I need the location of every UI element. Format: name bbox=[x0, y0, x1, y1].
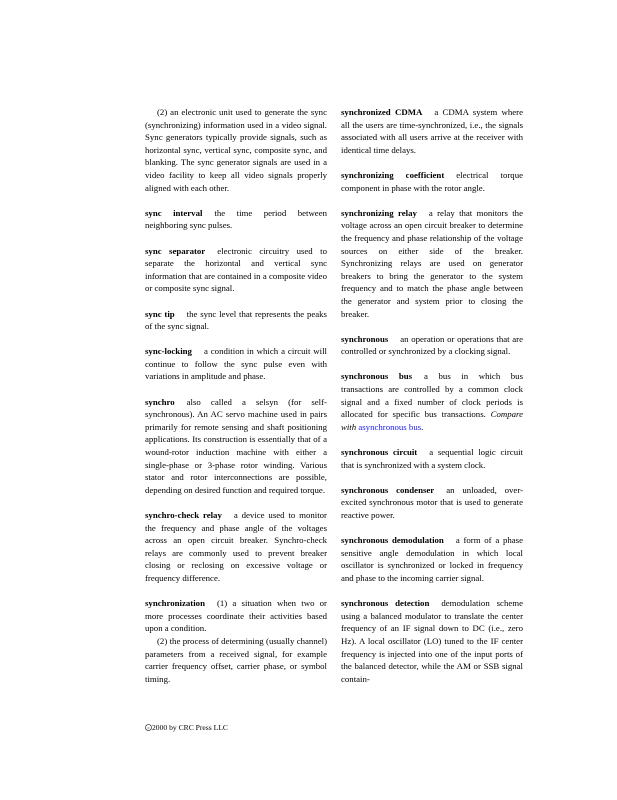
entry-definition: also called a selsyn (for self-synchronous). An AC servo machine used in pairs primarily for remote sensing and shaft positioning applications. Its construction is essentially that of a wound-rotor induction machine with either a single-phase or 3-phase rotor winding. Various stator and rotor interconnections are possible, depending on desired function and required torque. bbox=[145, 396, 327, 495]
entry-synchronous-condenser bbox=[341, 484, 523, 522]
entry-synchronization bbox=[145, 597, 327, 685]
entry-definition: a CDMA system where all the users are time-synchronized, i.e., the signals associated with all users arrive at the receiver with identical time delays. bbox=[341, 107, 523, 155]
entry-term: sync separator bbox=[145, 245, 206, 256]
entry-definition: a relay that monitors the voltage across an open circuit breaker to determine the frequency and phase relationship of the voltage sources on either side of the breaker. Synchronizing relays are used on generator breakers to bring the generator to the system frequency and to match the phase angle between the generator and system prior to closing the breaker. bbox=[341, 207, 523, 319]
entry-term: sync tip bbox=[145, 308, 175, 319]
entry-term: sync interval bbox=[145, 207, 203, 218]
entry-definition: an operation or operations that are controlled or synchronized by a clocking signal. bbox=[341, 333, 523, 357]
entry-synchronous-detection bbox=[341, 597, 523, 685]
entry-synchro-check-relay bbox=[145, 509, 327, 585]
entry-term: synchronous bbox=[341, 333, 389, 344]
entry-sync-separator bbox=[145, 245, 327, 295]
entry-synchronized-cdma bbox=[341, 106, 523, 156]
asynchronous-bus-link[interactable]: asynchronous bus bbox=[358, 421, 422, 432]
entry-definition: (1) a situation when two or more processes coordinate their activities based upon a condition. bbox=[145, 598, 327, 634]
entry-sync-generator-continued bbox=[145, 106, 327, 194]
entry-definition: a device used to monitor the frequency and phase angle of the voltages across an open circuit breaker. Synchro-check relays are commonly used to prevent breaker closing or reclosing on excessive voltage or frequency difference. bbox=[145, 510, 327, 583]
entry-definition: a form of a phase sensitive angle demodulation in which local oscillator is synchronized or locked in frequency and phase to the incoming carrier signal. bbox=[341, 535, 523, 583]
entry-term: synchronous detection bbox=[341, 598, 430, 609]
cross-reference-label: Compare with bbox=[341, 409, 524, 432]
copyright-footer bbox=[145, 723, 228, 732]
entry-term: sync-locking bbox=[145, 346, 192, 357]
entry-term: synchronized CDMA bbox=[341, 107, 423, 117]
copyright-text: 2000 by CRC Press LLC bbox=[152, 723, 228, 732]
entry-definition: (2) an electronic unit used to generate the sync (synchronizing) information used in a video signal. Sync generators typically provide signals, such as horizontal sync, vertical sync, composite sync, and blanking. The sync generator signals are used in a video facility to keep all video signals properly aligned with each other. bbox=[145, 107, 327, 193]
copyright-icon bbox=[145, 723, 152, 732]
entry-definition-2: (2) the process of determining (usually channel) parameters from a received signal, for example carrier frequency offset, carrier phase, or symbol timing. bbox=[145, 635, 327, 684]
entry-synchronizing-relay bbox=[341, 207, 523, 320]
copyright-symbol: c bbox=[147, 725, 150, 731]
entry-term: synchronous condenser bbox=[341, 484, 435, 495]
entry-definition: a sequential logic circuit that is synchronized with a system clock. bbox=[341, 447, 523, 470]
entry-sync-interval bbox=[145, 207, 327, 232]
entry-term: synchronous demodulation bbox=[341, 535, 444, 546]
entry-term: synchronizing coefficient bbox=[341, 169, 445, 180]
entry-sync-locking bbox=[145, 345, 327, 383]
entry-definition: an unloaded, over-excited synchronous motor that is used to generate reactive power. bbox=[341, 484, 524, 520]
entry-synchro bbox=[145, 396, 327, 497]
entry-synchronous bbox=[341, 333, 523, 358]
entry-definition: a condition in which a circuit will continue to follow the sync pulse even with variations in amplitude and phase. bbox=[145, 346, 327, 382]
entry-synchronous-bus bbox=[341, 370, 523, 433]
entry-definition: demodulation scheme using a balanced modulator to translate the center frequency of an IF signal down to DC (i.e., zero Hz). A local oscillator (LO) tuned to the IF center frequency is injected into one of the input ports of the balanced detector, while the AM or SSB signal contain- bbox=[341, 598, 523, 684]
entry-definition: the sync level that represents the peaks of the sync signal. bbox=[145, 308, 327, 332]
entry-term: synchronization bbox=[145, 598, 205, 609]
entry-definition: the time period between neighboring sync pulses. bbox=[145, 207, 328, 231]
entry-sync-tip bbox=[145, 308, 327, 333]
entry-definition: electrical torque component in phase with the rotor angle. bbox=[341, 169, 524, 193]
right-column bbox=[341, 106, 523, 698]
entry-term: synchronous bus bbox=[341, 371, 413, 382]
entry-term: synchronous circuit bbox=[341, 447, 418, 458]
entry-synchronous-circuit bbox=[341, 446, 523, 471]
left-column bbox=[145, 106, 327, 698]
entry-synchronizing-coefficient bbox=[341, 169, 523, 194]
entry-synchronous-demodulation bbox=[341, 534, 523, 584]
entry-term: synchronizing relay bbox=[341, 207, 417, 218]
entry-term: synchro-check relay bbox=[145, 510, 222, 520]
entry-term: synchro bbox=[145, 396, 175, 407]
cross-reference-end: . bbox=[421, 421, 424, 432]
entry-definition: electronic circuitry used to separate the horizontal and vertical sync information that are contained in a composite video or composite sync signal. bbox=[145, 245, 327, 294]
entry-definition: a bus in which bus transactions are controlled by a common clock signal and a fixed number of clock periods is allocated for specific bus transactions. bbox=[341, 371, 524, 420]
